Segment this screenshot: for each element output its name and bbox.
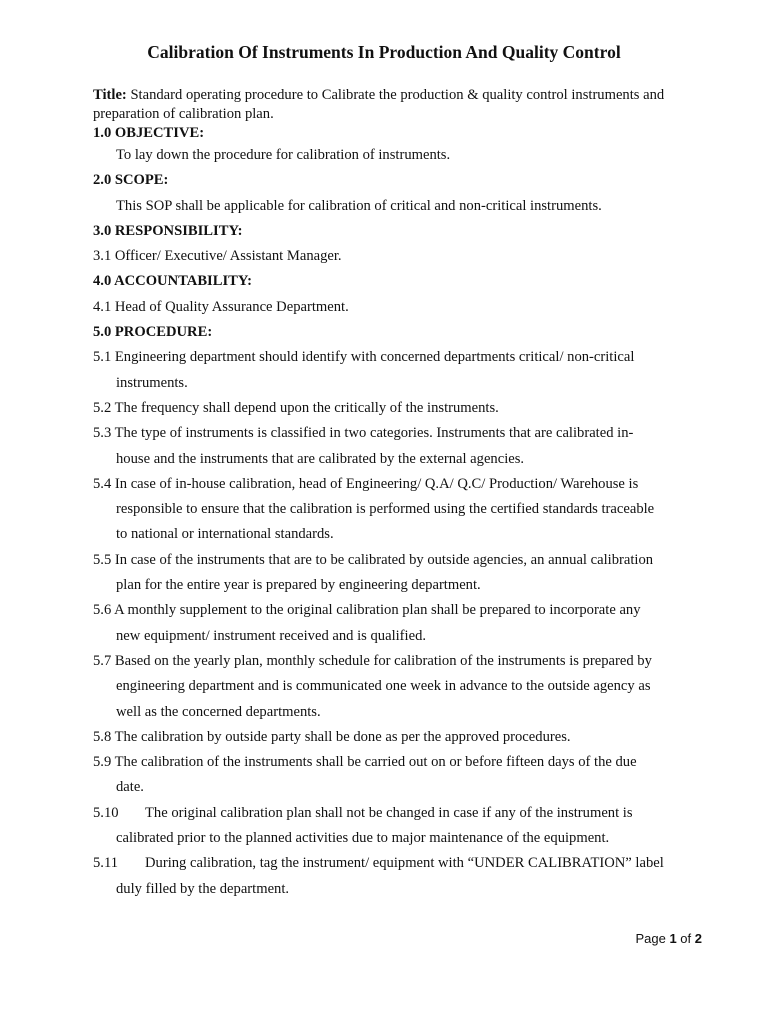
section-objective-heading: 1.0 OBJECTIVE: bbox=[93, 125, 205, 141]
procedure-item-5-10 bbox=[93, 801, 713, 826]
procedure-item-5-6-cont: new equipment/ instrument received and is qualified. bbox=[116, 627, 427, 644]
section-procedure-heading: 5.0 PROCEDURE: bbox=[93, 324, 213, 341]
procedure-item-5-5: 5.5 In case of the instruments that are to be calibrated by outside agencies, an annual calibration bbox=[93, 551, 654, 568]
procedure-item-5-9: 5.9 The calibration of the instruments shall be carried out on or before fifteen days of the due bbox=[93, 754, 637, 771]
procedure-item-5-10-number: 5.10 bbox=[93, 804, 119, 821]
procedure-item-5-1-cont: instruments. bbox=[116, 374, 188, 391]
page-number-footer bbox=[635, 931, 702, 946]
section-objective-text: To lay down the procedure for calibration of instruments. bbox=[116, 147, 451, 163]
section-scope-heading: 2.0 SCOPE: bbox=[93, 172, 169, 189]
procedure-item-5-10-cont: calibrated prior to the planned activities due to major maintenance of the equipment. bbox=[116, 830, 610, 847]
title-label: Title: bbox=[93, 87, 127, 103]
section-accountability-heading: 4.0 ACCOUNTABILITY: bbox=[93, 273, 252, 290]
section-responsibility-heading: 3.0 RESPONSIBILITY: bbox=[93, 222, 243, 239]
procedure-item-5-10-text: The original calibration plan shall not be changed in case if any of the instrument is bbox=[145, 804, 633, 821]
page-current: 1 bbox=[669, 931, 677, 946]
procedure-item-5-7-cont: engineering department and is communicated one week in advance to the outside agency as bbox=[116, 678, 651, 695]
procedure-item-5-9-cont: date. bbox=[116, 779, 144, 796]
procedure-item-5-7-cont-2: well as the concerned departments. bbox=[116, 703, 321, 720]
section-responsibility-text: 3.1 Officer/ Executive/ Assistant Manager. bbox=[93, 248, 342, 265]
page-word: Page bbox=[635, 931, 666, 946]
procedure-item-5-3: 5.3 The type of instruments is classified in two categories. Instruments that are calibrated in- bbox=[93, 425, 634, 442]
procedure-item-5-6: 5.6 A monthly supplement to the original calibration plan shall be prepared to incorporate any bbox=[93, 602, 641, 619]
procedure-item-5-11-text: During calibration, tag the instrument/ equipment with “UNDER CALIBRATION” label bbox=[145, 855, 664, 872]
procedure-item-5-7: 5.7 Based on the yearly plan, monthly schedule for calibration of the instruments is prepared by bbox=[93, 652, 652, 669]
section-accountability-text: 4.1 Head of Quality Assurance Department. bbox=[93, 298, 349, 315]
procedure-item-5-11-cont: duly filled by the department. bbox=[116, 880, 290, 897]
title-line-2: preparation of calibration plan. bbox=[93, 106, 274, 122]
title-text-1: Standard operating procedure to Calibrate the production & quality control instruments and bbox=[130, 87, 665, 103]
procedure-item-5-8: 5.8 The calibration by outside party shall be done as per the approved procedures. bbox=[93, 728, 571, 745]
section-scope-text: This SOP shall be applicable for calibration of critical and non-critical instruments. bbox=[116, 197, 602, 214]
of-word: of bbox=[680, 931, 692, 946]
procedure-item-5-4-cont-2: to national or international standards. bbox=[116, 526, 334, 543]
procedure-item-5-4-cont: responsible to ensure that the calibration is performed using the certified standards traceable bbox=[116, 501, 655, 518]
procedure-item-5-4: 5.4 In case of in-house calibration, head of Engineering/ Q.A/ Q.C/ Production/ Warehouse is bbox=[93, 475, 639, 492]
page-total: 2 bbox=[694, 931, 702, 946]
procedure-item-5-1: 5.1 Engineering department should identify with concerned departments critical/ non-critical bbox=[93, 349, 635, 366]
procedure-item-5-5-cont: plan for the entire year is prepared by engineering department. bbox=[116, 577, 481, 594]
document-body bbox=[93, 86, 713, 902]
procedure-item-5-3-cont: house and the instruments that are calibrated by the external agencies. bbox=[116, 450, 525, 467]
procedure-item-5-11-number: 5.11 bbox=[93, 855, 118, 872]
procedure-item-5-11 bbox=[93, 851, 713, 876]
document-title: Calibration Of Instruments In Production And Quality Control bbox=[147, 42, 621, 62]
procedure-item-5-2: 5.2 The frequency shall depend upon the critically of the instruments. bbox=[93, 399, 499, 416]
title-line bbox=[93, 86, 713, 105]
